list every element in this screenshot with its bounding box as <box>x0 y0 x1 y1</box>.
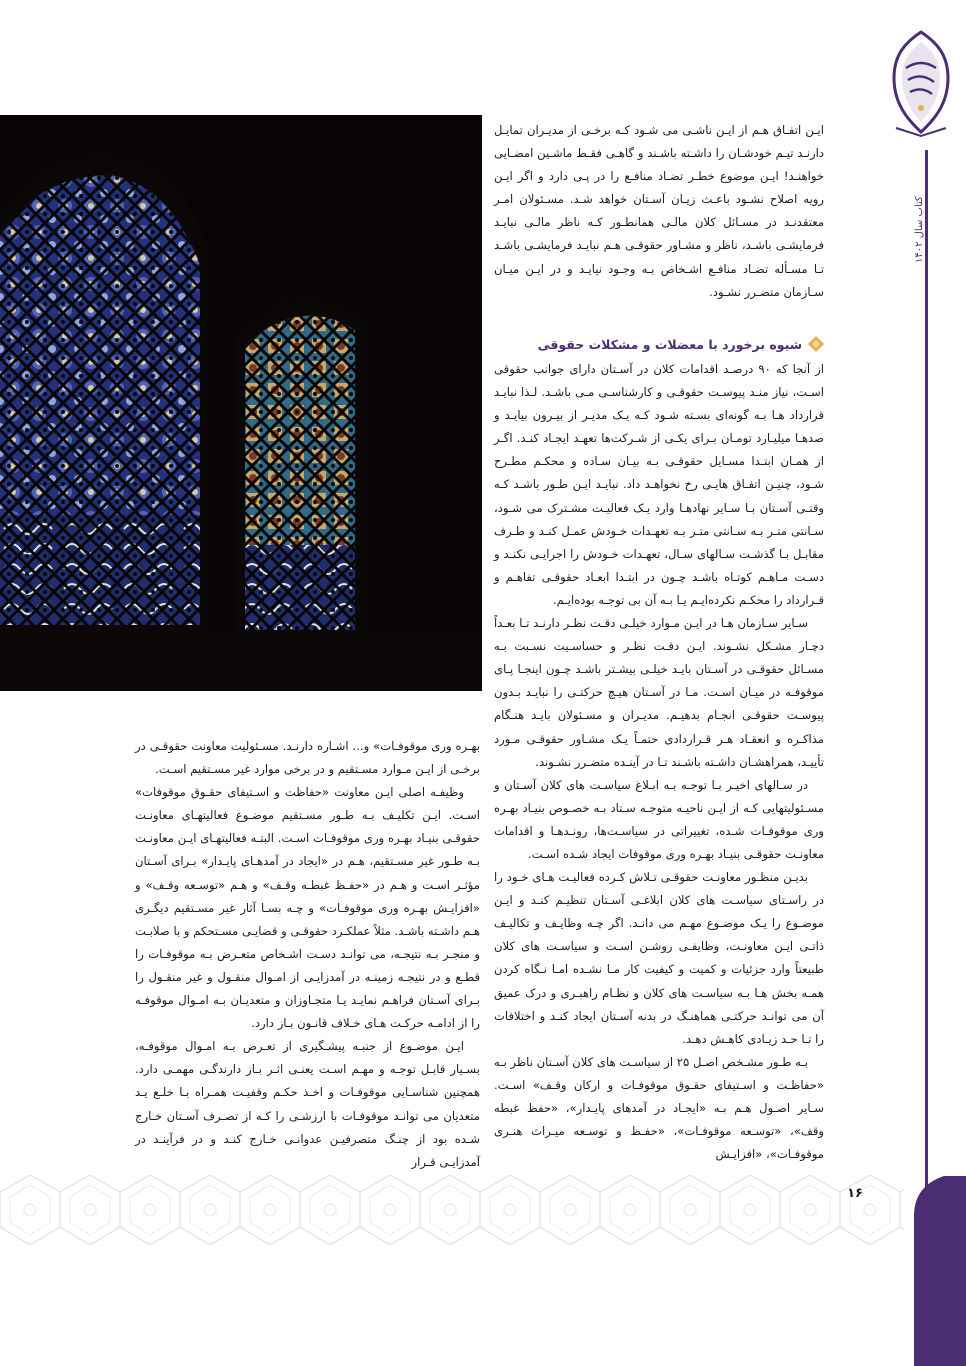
body-paragraph: بهـره وری موقوفـات» و... اشـاره دارنـد. مسـئولیت معاونت حقوقـی در برخـی از ایـن مـوارد مسـتقیم و در برخی موارد غیر مسـتقیم اسـت. <box>135 739 480 777</box>
body-paragraph: در سـالهای اخیـر بـا توجـه بـه ابـلاغ سیاسـت های کلان آسـتان و مسـئولیتهایی کـه از ایـن ناحیـه متوجـه سـتاد بـه خصـوص بنیـاد بهـره وری موقوفـات شـده، تغییراتی در سیاسـت‌ها، رونـدهـا و اقدامات معاونـت حقوقـی بنیـاد بهـره وری موقوفات ایجاد شـده اسـت. <box>494 777 824 861</box>
mosque-window-photo <box>0 115 482 691</box>
side-caption: کتاب سال ۱۴۰۲ <box>914 196 925 264</box>
magazine-logo-icon <box>886 28 956 138</box>
bullet-diamond-icon <box>808 336 824 352</box>
section-heading <box>494 336 824 352</box>
body-paragraph: سـایر سـازمان هـا در ایـن مـوارد خیلـی دقـت نظـر دارنـد تـا بعـداً دچـار مشـکل نشـوند. ایـن دقـت نظـر و حساسـیت نسـبت بـه مسـائل حقوقـی در آسـتان بایـد خیلـی بیشـتر باشـد چـون اینجـا پـای موقوفـه در میـان اسـت. مـا در آسـتان هیـچ حرکتـی را نبایـد بـدون پیوسـت حقوقـی انجـام بدهیـم. مدیـران و مسـئولان بایـد هنـگام مذاکـره و انعقـاد هـر قـراردادی حتمـاً یـک مشـاور حقوقـی مـورد تأییـد، همراهشـان داشـته باشـند تـا در آینـده متضـرر نشـوند. <box>494 616 824 769</box>
body-paragraph: وظیفـه اصلی ایـن معاونت «حفاظت و اسـتیفای حقـوق موقوفات» اسـت. ایـن تکلیـف بـه طـور مسـتقیم موضـوع فعالیتهـای معاونـت حقوقـی بنیـاد بهـره وری موقوفـات اسـت. البتـه فعالیتهـای ایـن معاونـت بـه طـور غیر مسـتقیم، هـم در «ایجاد در آمدهـای پایـدار» بـرای آسـتان مؤثـر اسـت و هـم در «حفـظ غبطـه وقـف» و هـم «توسـعه وقـف» و «افزایـش بهـره وری موقوفـات» و چـه بسـا آثار غیر مسـتقیم دیگـری هـم داشـته باشـد. مثلاً عملکـرد حقوقـی و قضایـی مسـتحکم و با صلابـت و منجـر بـه نتیجـه، می توانـد دسـت اشـخاص متعـرض بـه موقوفـات را قطـع و در نتیجـه زمینـه در آمدزایـی از امـوال منقـول و غیر منقـول را بـرای آسـتان فراهـم نمایـد یـا متجـاوزان و متعدیـان بـه امـوال موقوفـه را از ادامـه حرکـت هـای خـلاف قانـون بـاز دارد. <box>135 785 480 1031</box>
section-heading-text: شیوه برخورد با معضلات و مشکلات حقوقی <box>537 336 802 352</box>
band-bottom-shape <box>904 1176 966 1366</box>
page-number: ۱۶ <box>847 1186 863 1201</box>
body-paragraph: بدیـن منظـور معاونـت حقوقـی تـلاش کـرده فعالیـت هـای خـود را در راسـتای سیاسـت های کلان ابلاغـی آسـتان تنظیـم کنـد و ایـن موضـوع را یـک موضـوع مهـم می دانـد. اگر چـه وظایـف و تکالیـف ذاتـی ایـن معاونـت، وظایفـی روشـن اسـت و سیاسـت های کلان طبیعتاً وارد جزئیات و کمیت و کیفیت کار مـا نشـده امـا نـگاه کردن همـه بخش هـا بـه سیاسـت های کلان و نظـام راهبـری و درک عمیق آن می توانـد حرکتـی هماهنـگ در بدنه آسـتان ایجاد کنـد و اختلافات را تـا حـد زیـادی کاهـش دهـد. <box>494 870 824 1046</box>
decorative-pattern-band <box>0 1175 904 1245</box>
mosque-window-illustration <box>0 115 482 691</box>
body-paragraph: بـه طـور مشـخص اصـل ۲۵ از سیاسـت های کلان آسـتان ناظر بـه «حفاظـت و اسـتیفای حقـوق موقوفـات و ارکان وقـف» اسـت. سـایر اصـول هـم بـه «ایجـاد در آمدهای پایـدار»، «حفظ غبطه وقف»، «توسـعه موقوفـات»، «حفـظ و توسـعه میـراث هنـری موقوفـات»، «افزایـش <box>494 1054 824 1162</box>
main-column-right <box>494 358 824 1166</box>
body-paragraph: از آنجا که ۹۰ درصـد اقدامات کلان در آسـتان دارای جوانب حقوقی اسـت، نیاز منـد پیوسـت حقوقـی و کارشناسـی مـی باشـد. لـذا نبایـد قرارداد هـا بـه گونه‌ای بسـته شـود کـه یـک مدیـر از بیـرون بیایـد و صدهـا میلیـارد تومـان بـرای یکـی از شـرکت‌ها تعهـد ایجـاد کنـد. اگـر از همـان ابتـدا مسـایل حقوقـی بـه بیـان سـاده و محکـم مطـرح شـود، چنیـن اتفـاق هایـی رخ نخواهـد داد. نبایـد ایـن طـور باشـد کـه وقتـی آسـتان بـا سـایر نهادهـا وارد یـک فعالیـت مشـترک می شـود، سـانتی متـر بـه سـانتی متـر بـه تعهـدات خـودش عمـل کنـد و طـرف مقابـل بـا گذشـت سـالهای سـال، تعهـدات خـودش را اجرایـی نکنـد و دسـت مـاهـم کوتـاه باشـد چـون در ابتـدا ابعـاد حقوقـی تفاهـم و قـرارداد را محکـم نکرده‌ایـم یـا بـه آن بی توجـه بوده‌ایـم. <box>494 362 824 607</box>
intro-paragraph: ایـن اتفـاق هـم از ایـن ناشـی می شـود کـه برخـی از مدیـران تمایـل دارنـد تیـم خودشـان را داشـته باشـند و گاهـی فقـط ماشـین امضـایی خواهنـد! ایـن موضوع خطـر تضـاد منافـع را در پـی دارد و اگر ایـن رویه اصلاح نشـود باعـث زیـان آسـتان خواهد شـد. مسـئولان امـر معتقدنـد در مسـائل کلان مالـی همانطـور کـه ناظر مالـی نبایـد فرمایشـی باشـد، ناظر و مشـاور حقوقـی هـم نبایـد فرمایشـی باشـد تـا مسـأله تضـاد منافـع اشـخاص بـه وجـود نیایـد و در ایـن میـان سـازمان متضـرر نشـود. <box>494 123 824 299</box>
main-column-left <box>135 735 480 1174</box>
band-line <box>925 150 928 1230</box>
intro-column <box>494 119 824 304</box>
body-paragraph: ایـن موضـوع از جنبـه پیشـگیری از تعـرض بـه امـوال موقوفـه، بسـیار قابـل توجـه و مهـم اسـت یعنـی اثـر بـاز دارندگـی مهمـی دارد. همچنین شناسـایی موقوفـات و اخـذ حکـم وقفیـت همـراه بـا خلـع یـد متعدیان می توانـد موقوفـات با ارزشـی را کـه از تصـرف آسـتان خـارج شـده بود از چنـگ متصرفیـن عدوانـی خـارج کنـد و در فرآینـد در آمدزایـی قـرار <box>135 1039 480 1169</box>
